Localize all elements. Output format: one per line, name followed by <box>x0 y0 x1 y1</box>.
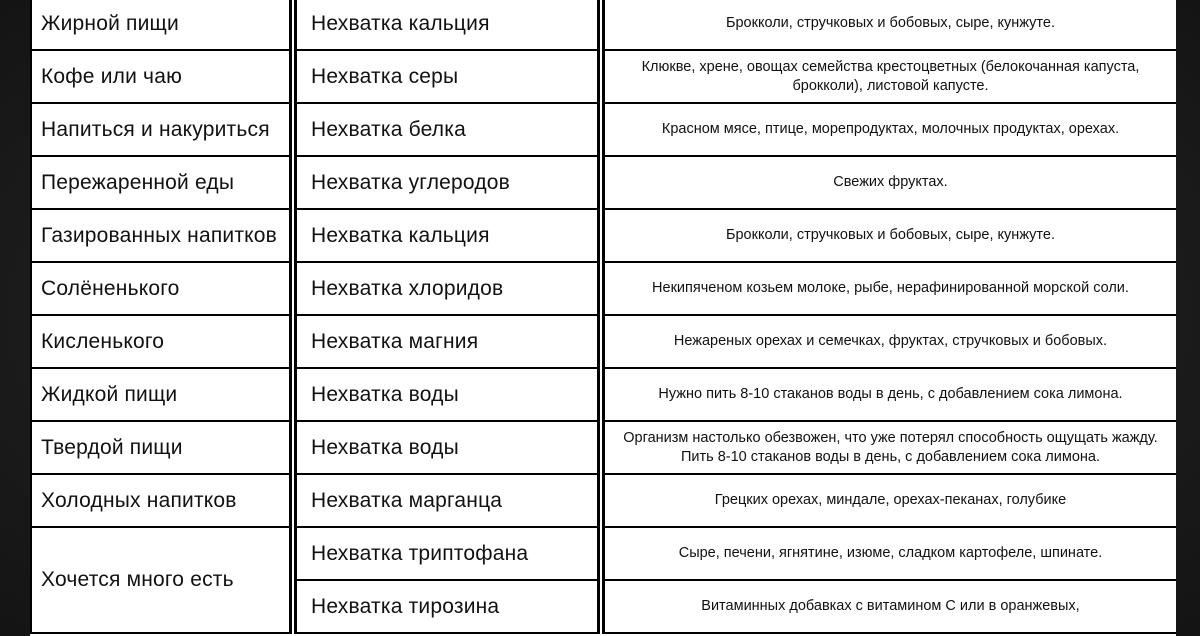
deficiency-cell: Нехватка тирозина <box>293 580 601 633</box>
food-source-cell: Сыре, печени, ягнятине, изюме, сладком картофеле, шпинате. <box>601 527 1176 580</box>
craving-cell: Пережаренной еды <box>31 156 293 209</box>
table-row <box>31 262 1176 315</box>
food-source-cell: Нежареных орехах и семечках, фруктах, стручковых и бобовых. <box>601 315 1176 368</box>
food-source-cell: Витаминных добавках с витамином С или в оранжевых, <box>601 580 1176 633</box>
deficiency-cell: Нехватка марганца <box>293 474 601 527</box>
craving-cell: Кофе или чаю <box>31 50 293 103</box>
cravings-table <box>30 0 1176 634</box>
craving-cell: Жирной пищи <box>31 0 293 50</box>
craving-cell-merged: Хочется много есть <box>31 527 293 633</box>
craving-cell: Газированных напитков <box>31 209 293 262</box>
food-source-cell: Брокколи, стручковых и бобовых, сыре, кунжуте. <box>601 0 1176 50</box>
table-row <box>31 315 1176 368</box>
deficiency-cell: Нехватка воды <box>293 368 601 421</box>
food-source-cell: Нужно пить 8-10 стаканов воды в день, с добавлением сока лимона. <box>601 368 1176 421</box>
craving-cell: Холодных напитков <box>31 474 293 527</box>
deficiency-cell: Нехватка триптофана <box>293 527 601 580</box>
deficiency-cell: Нехватка кальция <box>293 209 601 262</box>
food-source-cell: Грецких орехах, миндале, орехах-пеканах, голубике <box>601 474 1176 527</box>
deficiency-cell: Нехватка кальция <box>293 0 601 50</box>
craving-cell: Твердой пищи <box>31 421 293 474</box>
table-row <box>31 0 1176 50</box>
food-source-cell: Свежих фруктах. <box>601 156 1176 209</box>
deficiency-cell: Нехватка воды <box>293 421 601 474</box>
craving-cell: Жидкой пищи <box>31 368 293 421</box>
table-row <box>31 421 1176 474</box>
food-source-cell: Клюкве, хрене, овощах семейства крестоцветных (белокочанная капуста, брокколи), листовой капусте. <box>601 50 1176 103</box>
cravings-table-sheet <box>30 0 1176 636</box>
deficiency-cell: Нехватка серы <box>293 50 601 103</box>
table-row <box>31 474 1176 527</box>
food-source-cell: Брокколи, стручковых и бобовых, сыре, кунжуте. <box>601 209 1176 262</box>
food-source-cell: Некипяченом козьем молоке, рыбе, нерафинированной морской соли. <box>601 262 1176 315</box>
deficiency-cell: Нехватка белка <box>293 103 601 156</box>
craving-cell: Кисленького <box>31 315 293 368</box>
table-row <box>31 527 1176 580</box>
table-row <box>31 50 1176 103</box>
table-row <box>31 156 1176 209</box>
food-source-cell: Красном мясе, птице, морепродуктах, молочных продуктах, орехах. <box>601 103 1176 156</box>
table-row <box>31 368 1176 421</box>
craving-cell: Напиться и накуриться <box>31 103 293 156</box>
deficiency-cell: Нехватка углеродов <box>293 156 601 209</box>
food-source-cell: Организм настолько обезвожен, что уже потерял способность ощущать жажду. Пить 8-10 стаканов воды в день, с добавлением сока лимона. <box>601 421 1176 474</box>
craving-cell: Солёненького <box>31 262 293 315</box>
deficiency-cell: Нехватка магния <box>293 315 601 368</box>
table-row <box>31 103 1176 156</box>
deficiency-cell: Нехватка хлоридов <box>293 262 601 315</box>
table-row <box>31 209 1176 262</box>
